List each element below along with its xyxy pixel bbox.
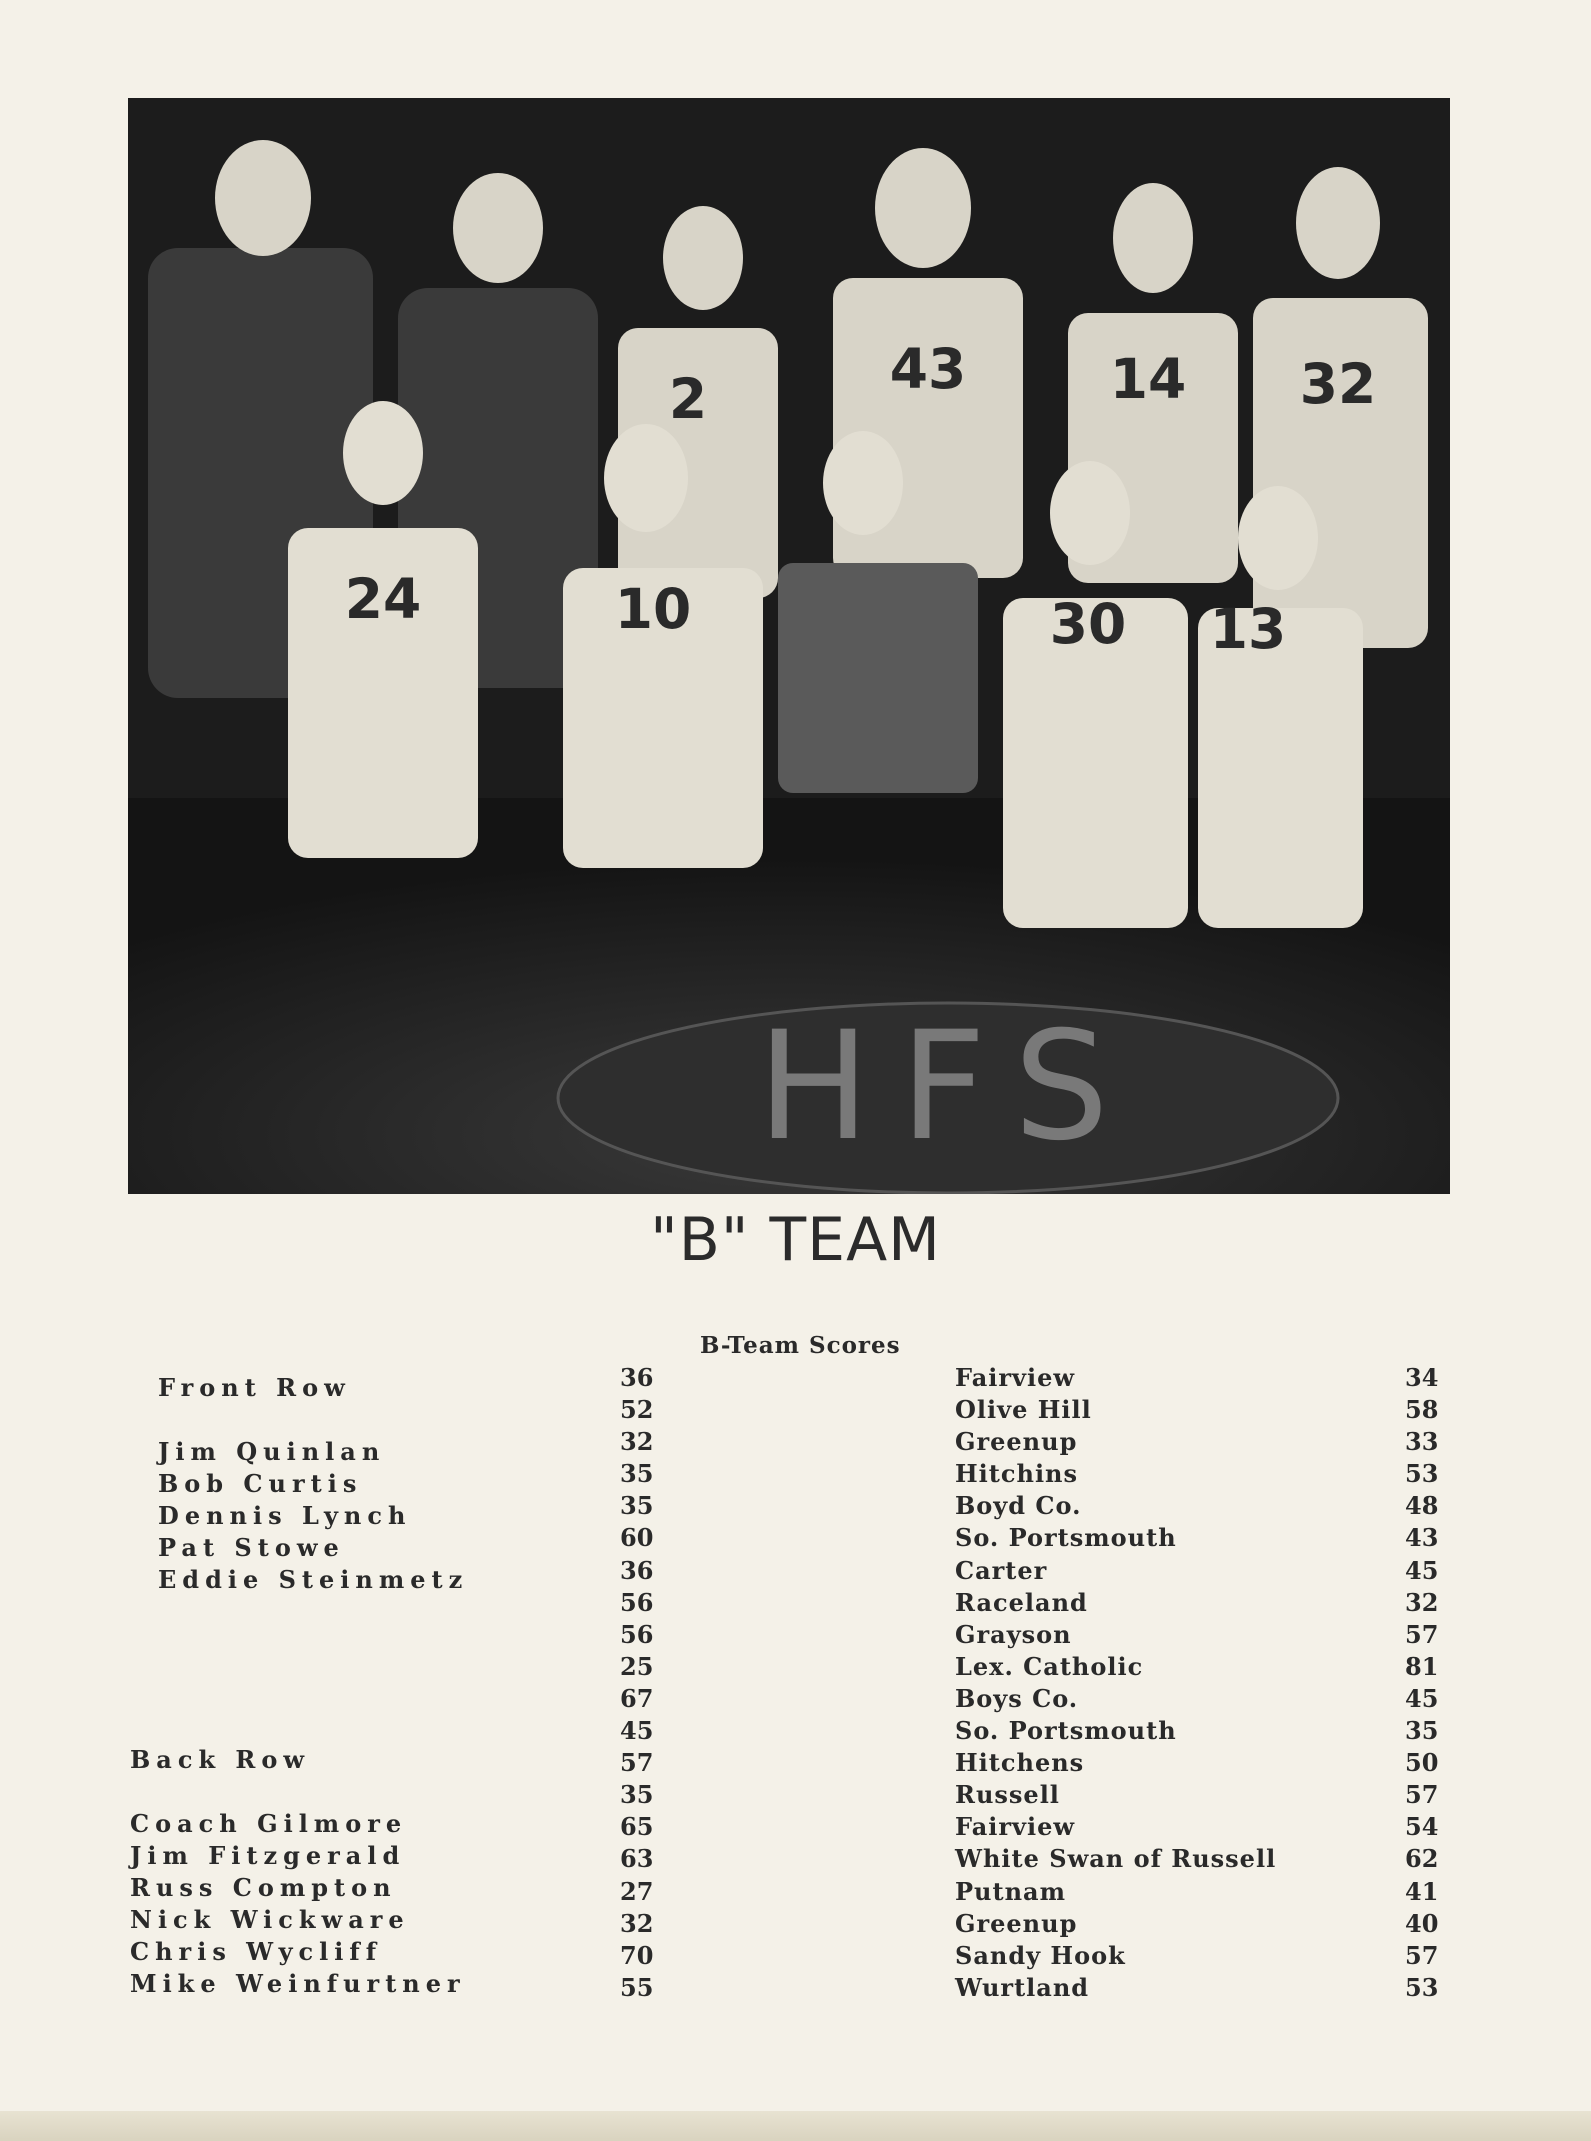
opponent-score: 81 [1405, 1651, 1439, 1681]
opponent-name: Lex. Catholic [955, 1651, 1144, 1681]
our-score: 35 [620, 1459, 654, 1489]
opponent-score: 32 [1405, 1587, 1439, 1617]
our-score: 65 [620, 1812, 654, 1842]
our-score: 70 [620, 1940, 654, 1970]
opponent-name: Putnam [955, 1876, 1066, 1906]
opponent-score: 35 [1405, 1716, 1439, 1746]
opponent-score: 41 [1405, 1876, 1439, 1906]
opponent-name: Fairview [955, 1812, 1076, 1842]
our-score: 36 [620, 1555, 654, 1585]
opponent-score: 57 [1405, 1780, 1439, 1810]
opponent-score: 45 [1405, 1555, 1439, 1585]
our-scores-column [620, 1362, 653, 2004]
opponent-name: So. Portsmouth [955, 1523, 1177, 1553]
our-score: 67 [620, 1683, 654, 1713]
our-score: 32 [620, 1427, 654, 1457]
jersey-number: 13 [1209, 597, 1287, 661]
team-photo [128, 98, 1450, 1194]
our-score: 56 [620, 1587, 654, 1617]
front-row-heading: Front Row [158, 1373, 351, 1402]
player-name: Nick Wickware [130, 1905, 410, 1934]
opponent-score: 53 [1405, 1459, 1439, 1489]
opponent-score: 57 [1405, 1940, 1439, 1970]
opponent-score: 57 [1405, 1619, 1439, 1649]
jersey-number: 14 [1109, 347, 1187, 411]
player-name: Jim Quinlan [158, 1437, 386, 1466]
opponent-score: 54 [1405, 1812, 1439, 1842]
jersey-number: 30 [1049, 592, 1127, 656]
opponent-name: Greenup [955, 1427, 1078, 1457]
scores-title: B-Team Scores [700, 1332, 901, 1359]
opponent-score: 53 [1405, 1972, 1439, 2002]
our-score: 25 [620, 1651, 654, 1681]
our-score: 60 [620, 1523, 654, 1553]
opponent-score: 50 [1405, 1748, 1439, 1778]
opponent-scores-column [1405, 1362, 1438, 2004]
opponents-column [955, 1362, 1276, 2004]
opponent-name: Raceland [955, 1587, 1088, 1617]
opponent-name: Hitchens [955, 1748, 1085, 1778]
opponent-name: Sandy Hook [955, 1940, 1126, 1970]
opponent-score: 62 [1405, 1844, 1439, 1874]
player-name: Mike Weinfurtner [130, 1969, 466, 1998]
player-name: Chris Wycliff [130, 1937, 383, 1966]
player-name: Jim Fitzgerald [130, 1841, 406, 1870]
back-row-roster [130, 1744, 466, 2000]
floor-logo: HFS [757, 1000, 1139, 1174]
opponent-name: Hitchins [955, 1459, 1079, 1489]
jersey-number: 43 [889, 337, 967, 401]
player-name: Russ Compton [130, 1873, 397, 1902]
opponent-name: Grayson [955, 1619, 1072, 1649]
page-edge [0, 2111, 1591, 2141]
opponent-name: White Swan of Russell [955, 1844, 1277, 1874]
jersey-number: 32 [1299, 352, 1377, 416]
our-score: 36 [620, 1363, 654, 1392]
player-name: Dennis Lynch [158, 1501, 412, 1530]
opponent-name: Carter [955, 1555, 1048, 1585]
player-name: Pat Stowe [158, 1533, 345, 1562]
player-name: Eddie Steinmetz [158, 1565, 469, 1594]
our-score: 32 [620, 1908, 654, 1938]
opponent-score: 34 [1405, 1363, 1439, 1392]
opponent-score: 45 [1405, 1683, 1439, 1713]
our-score: 35 [620, 1780, 654, 1810]
opponent-score: 58 [1405, 1395, 1439, 1425]
opponent-name: Fairview [955, 1363, 1076, 1392]
opponent-name: Wurtland [955, 1972, 1090, 2002]
front-row-roster [158, 1372, 468, 1596]
player-name: Coach Gilmore [130, 1809, 408, 1838]
back-row-heading: Back Row [130, 1745, 311, 1774]
our-score: 45 [620, 1716, 654, 1746]
page-caption: "B" TEAM [650, 1205, 941, 1275]
opponent-name: Olive Hill [955, 1395, 1092, 1425]
jersey-number: 2 [668, 367, 708, 431]
opponent-score: 33 [1405, 1427, 1439, 1457]
our-score: 35 [620, 1491, 654, 1521]
our-score: 56 [620, 1619, 654, 1649]
opponent-score: 48 [1405, 1491, 1439, 1521]
our-score: 55 [620, 1972, 654, 2002]
team-photo-illustration [128, 98, 1450, 1194]
jersey-number: 10 [614, 577, 692, 641]
opponent-name: So. Portsmouth [955, 1716, 1177, 1746]
opponent-name: Greenup [955, 1908, 1078, 1938]
our-score: 63 [620, 1844, 654, 1874]
player-name: Bob Curtis [158, 1469, 363, 1498]
our-score: 27 [620, 1876, 654, 1906]
our-score: 57 [620, 1748, 654, 1778]
opponent-name: Boys Co. [955, 1683, 1079, 1713]
opponent-name: Boyd Co. [955, 1491, 1082, 1521]
our-score: 52 [620, 1395, 654, 1425]
opponent-score: 43 [1405, 1523, 1439, 1553]
opponent-name: Russell [955, 1780, 1060, 1810]
opponent-score: 40 [1405, 1908, 1439, 1938]
jersey-number: 24 [344, 567, 422, 631]
